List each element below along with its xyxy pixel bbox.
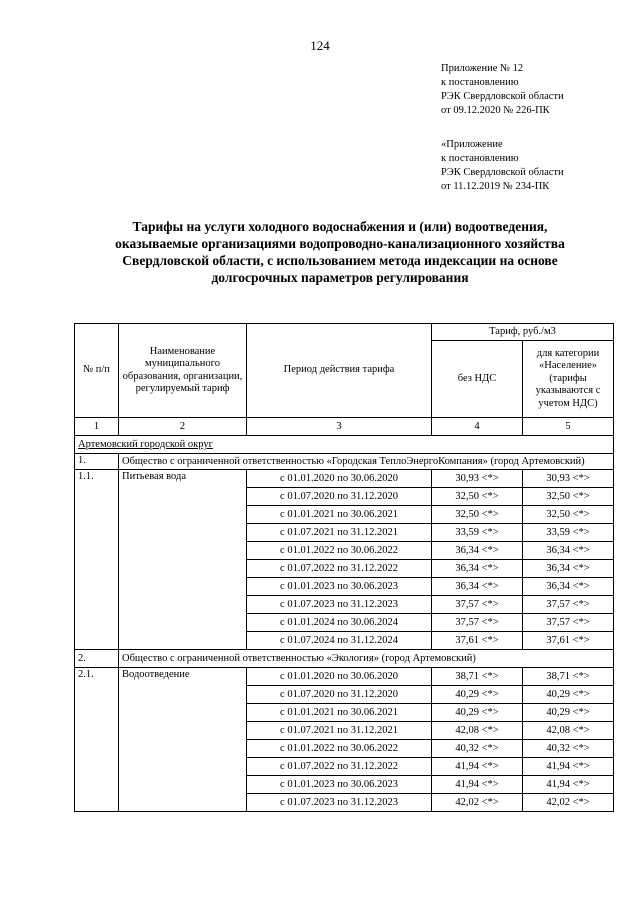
period-cell: с 01.07.2024 по 31.12.2024 [247,632,432,650]
tariff-no-vat-cell: 37,57 <*> [432,614,523,632]
tariff-population-cell: 42,08 <*> [523,722,614,740]
period-cell: с 01.01.2020 по 30.06.2020 [247,668,432,686]
org-name: Общество с ограниченной ответственностью «Экология» (город Артемовский) [119,650,614,668]
tariff-population-cell: 36,34 <*> [523,542,614,560]
tariff-population-cell: 36,34 <*> [523,560,614,578]
tariff-no-vat-cell: 42,02 <*> [432,794,523,812]
table-body [75,436,614,812]
appendix-line: РЭК Свердловской области [441,167,564,178]
tariff-no-vat-cell: 30,93 <*> [432,470,523,488]
tariff-population-cell: 30,93 <*> [523,470,614,488]
tariff-number: 2.1. [75,668,119,812]
tariff-no-vat-cell: 36,34 <*> [432,578,523,596]
page-number: 124 [310,38,330,53]
tariff-population-cell: 38,71 <*> [523,668,614,686]
period-cell: с 01.01.2020 по 30.06.2020 [247,470,432,488]
org-number: 2. [75,650,119,668]
period-cell: с 01.07.2022 по 31.12.2022 [247,758,432,776]
period-cell: с 01.07.2022 по 31.12.2022 [247,560,432,578]
period-cell: с 01.07.2020 по 31.12.2020 [247,488,432,506]
tariff-population-cell: 40,32 <*> [523,740,614,758]
table-row [75,668,614,686]
tariff-population-cell: 37,57 <*> [523,596,614,614]
period-cell: с 01.01.2023 по 30.06.2023 [247,776,432,794]
column-number: 1 [75,418,119,436]
tariff-no-vat-cell: 40,29 <*> [432,704,523,722]
tariff-population-cell: 37,61 <*> [523,632,614,650]
title-line: Свердловской области, с использованием метода индексации на основе [122,253,558,268]
header-population: для категории «Население» (тарифы указываются с учетом НДС) [523,341,614,418]
tariff-number: 1.1. [75,470,119,650]
tariff-name: Питьевая вода [119,470,247,650]
table-row [75,470,614,488]
tariff-no-vat-cell: 33,59 <*> [432,524,523,542]
tariff-no-vat-cell: 32,50 <*> [432,488,523,506]
appendix-line: от 11.12.2019 № 234-ПК [441,181,550,192]
tariff-no-vat-cell: 32,50 <*> [432,506,523,524]
tariff-no-vat-cell: 41,94 <*> [432,758,523,776]
period-cell: с 01.07.2021 по 31.12.2021 [247,524,432,542]
column-number: 4 [432,418,523,436]
appendix-line: от 09.12.2020 № 226-ПК [441,105,550,116]
period-cell: с 01.07.2020 по 31.12.2020 [247,686,432,704]
tariff-population-cell: 36,34 <*> [523,578,614,596]
appendix-line: «Приложение [441,139,503,150]
column-number: 5 [523,418,614,436]
header-tariff: Тариф, руб./м3 [432,324,614,341]
period-cell: с 01.01.2024 по 30.06.2024 [247,614,432,632]
appendix-line: Приложение № 12 [441,63,524,74]
tariff-population-cell: 37,57 <*> [523,614,614,632]
tariff-no-vat-cell: 36,34 <*> [432,560,523,578]
tariff-table [74,323,614,812]
document-title [60,218,620,286]
period-cell: с 01.01.2023 по 30.06.2023 [247,578,432,596]
tariff-no-vat-cell: 40,29 <*> [432,686,523,704]
header-period: Период действия тарифа [247,324,432,418]
tariff-population-cell: 41,94 <*> [523,776,614,794]
org-number: 1. [75,454,119,470]
appendix-line: к постановлению [441,77,519,88]
tariff-no-vat-cell: 36,34 <*> [432,542,523,560]
period-cell: с 01.01.2022 по 30.06.2022 [247,542,432,560]
table-row [75,650,614,668]
tariff-population-cell: 33,59 <*> [523,524,614,542]
header-num: № п/п [75,324,119,418]
tariff-no-vat-cell: 40,32 <*> [432,740,523,758]
appendix-current [441,62,564,118]
tariff-name: Водоотведение [119,668,247,812]
appendix-line: к постановлению [441,153,519,164]
period-cell: с 01.07.2023 по 31.12.2023 [247,596,432,614]
org-name: Общество с ограниченной ответственностью «Городская ТеплоЭнергоКомпания» (город Артемовский) [119,454,614,470]
section-municipality: Артемовский городской округ [75,436,614,454]
column-number: 2 [119,418,247,436]
title-line: Тарифы на услуги холодного водоснабжения и (или) водоотведения, [132,219,548,234]
tariff-no-vat-cell: 37,57 <*> [432,596,523,614]
tariff-population-cell: 32,50 <*> [523,488,614,506]
tariff-population-cell: 40,29 <*> [523,704,614,722]
appendix-line: РЭК Свердловской области [441,91,564,102]
period-cell: с 01.07.2023 по 31.12.2023 [247,794,432,812]
tariff-population-cell: 42,02 <*> [523,794,614,812]
tariff-population-cell: 40,29 <*> [523,686,614,704]
title-line: долгосрочных параметров регулирования [211,270,469,285]
tariff-no-vat-cell: 41,94 <*> [432,776,523,794]
tariff-no-vat-cell: 37,61 <*> [432,632,523,650]
tariff-no-vat-cell: 38,71 <*> [432,668,523,686]
header-name: Наименование муниципального образования, организации, регулируемый тариф [119,324,247,418]
tariff-population-cell: 41,94 <*> [523,758,614,776]
tariff-population-cell: 32,50 <*> [523,506,614,524]
tariff-no-vat-cell: 42,08 <*> [432,722,523,740]
title-line: оказываемые организациями водопроводно-канализационного хозяйства [115,236,565,251]
period-cell: с 01.01.2021 по 30.06.2021 [247,704,432,722]
appendix-previous [441,138,564,194]
column-number: 3 [247,418,432,436]
header-no-vat: без НДС [432,341,523,418]
period-cell: с 01.01.2022 по 30.06.2022 [247,740,432,758]
period-cell: с 01.01.2021 по 30.06.2021 [247,506,432,524]
period-cell: с 01.07.2021 по 31.12.2021 [247,722,432,740]
